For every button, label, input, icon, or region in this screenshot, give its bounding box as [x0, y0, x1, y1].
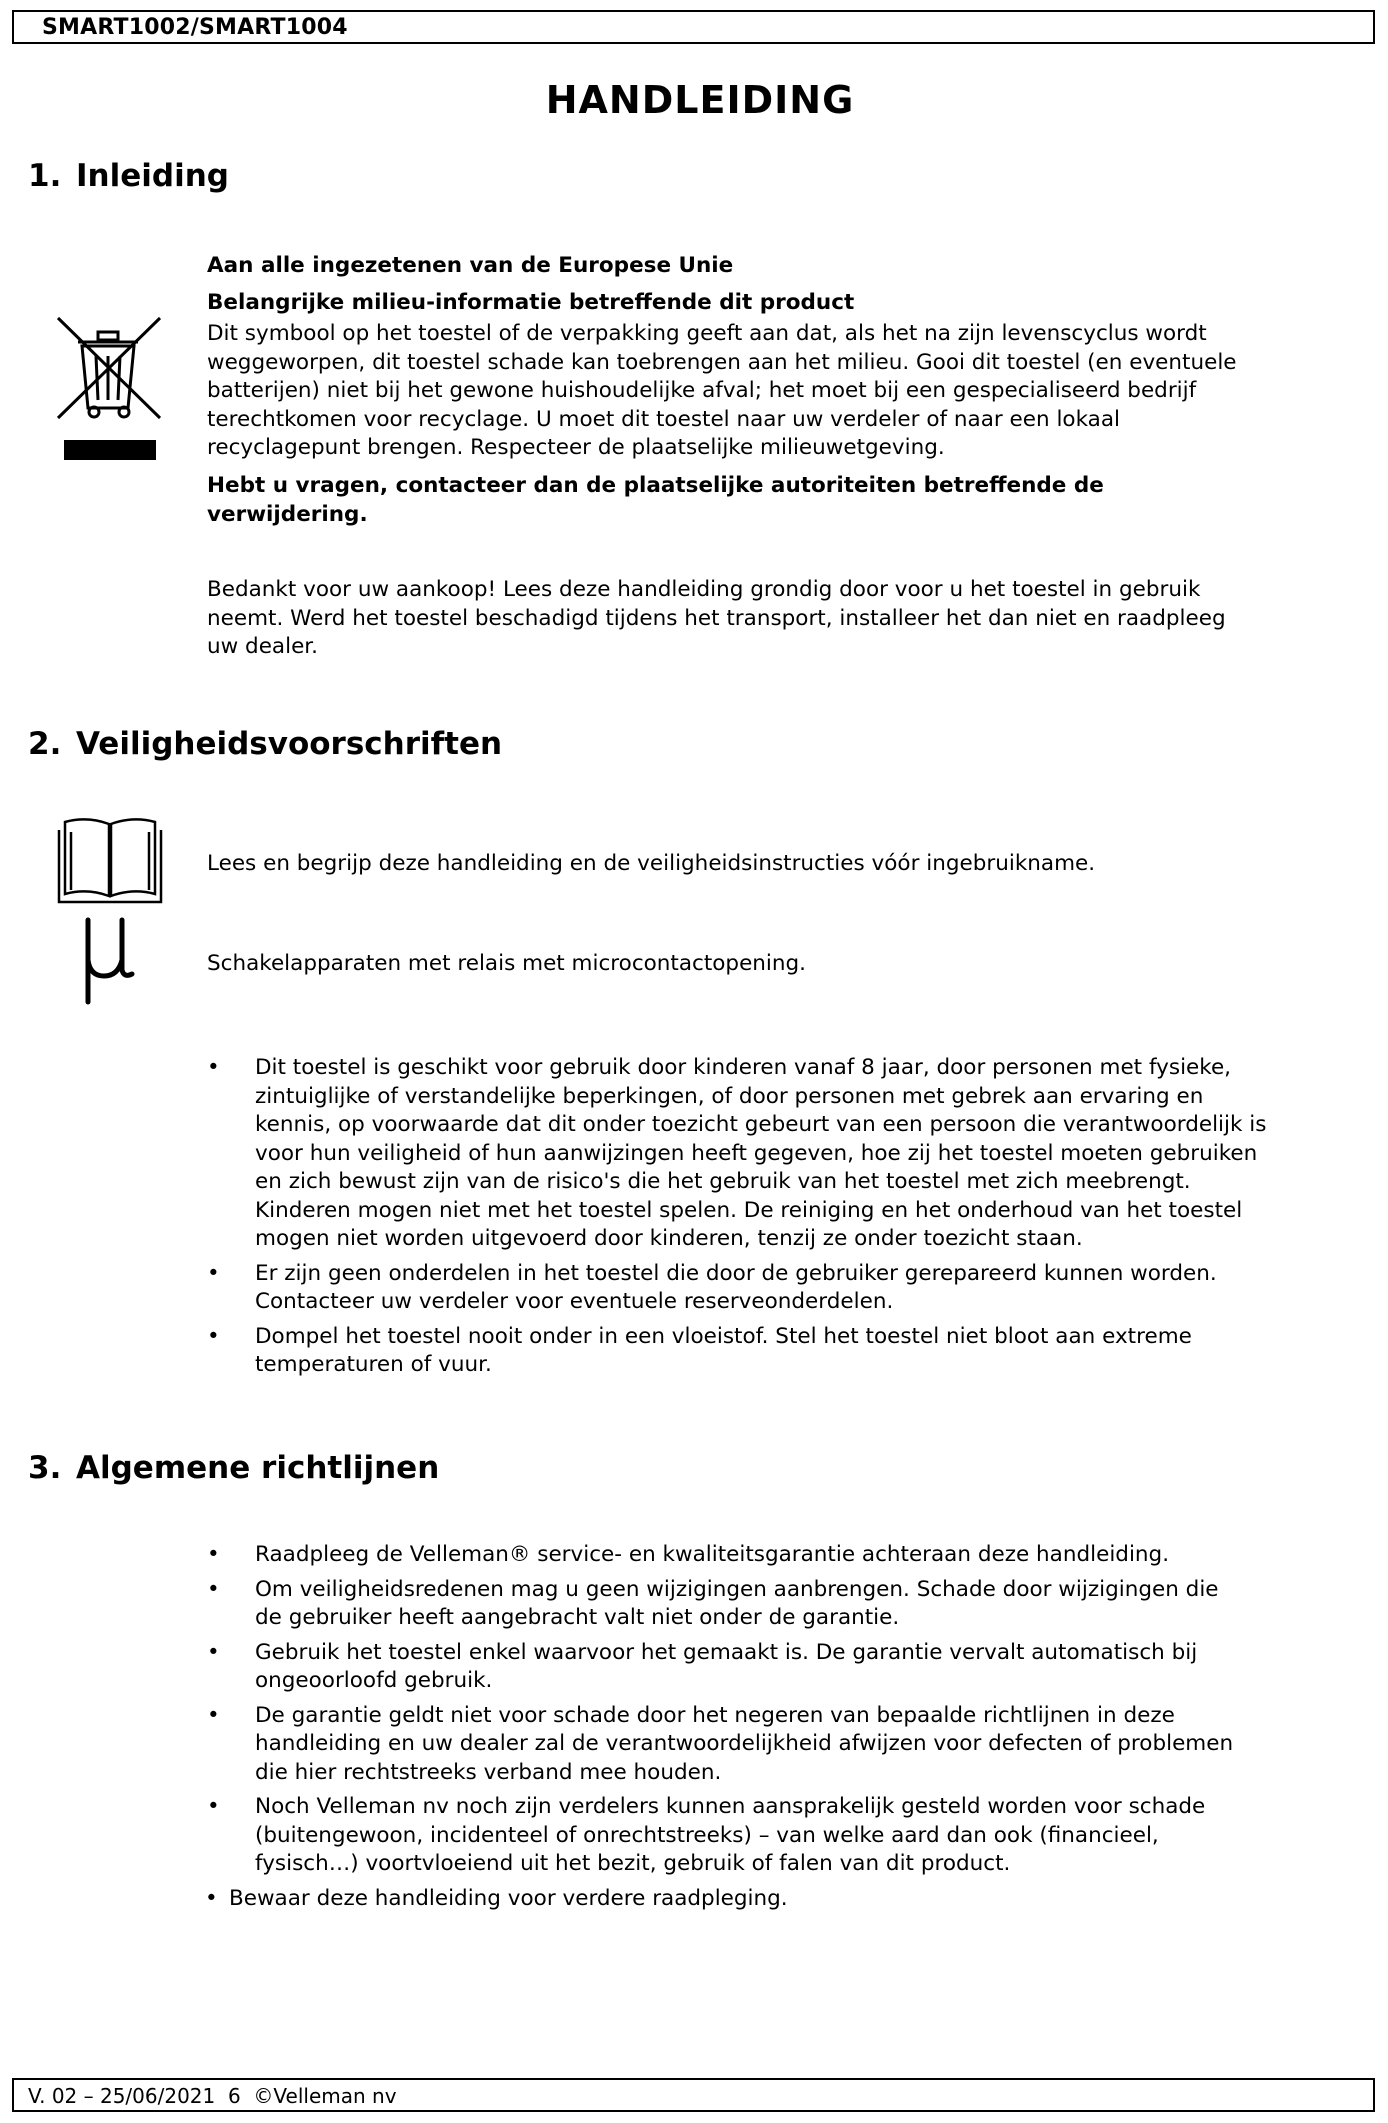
list-item: • De garantie geldt niet voor schade door het negeren van bepaalde richtlijnen in deze handleiding en uw dealer zal de verantwoordelijkheid afwijzen voor defecten of problemen die hier rechtstreeks verband mee houden.	[207, 1702, 1234, 1785]
list-item: • Dompel het toestel nooit onder in een vloeistof. Stel het toestel niet bloot aan extreme temperaturen of vuur.	[207, 1323, 1192, 1377]
footer-text: V. 02 – 25/06/2021 6 ©Velleman nv	[28, 2084, 397, 2108]
list-item: • Raadpleeg de Velleman® service- en kwaliteitsgarantie achteraan deze handleiding.	[207, 1542, 1170, 1567]
list-item: • Dit toestel is geschikt voor gebruik door kinderen vanaf 8 jaar, door personen met fysieke, zintuiglijke of verstandelijke beperkingen, of door personen met gebrek aan ervaring en kennis, op voorwaarde dat dit onder toezicht gebeurt van een persoon die verantwoordelijk is voor hun veiligheid of hun aanwijzingen heeft gegeven, hoe zij het toestel moeten gebruiken en zich bewust zijn van de risico's die het gebruik van het toestel met zich meebrengt. Kinderen mogen niet met het toestel spelen. De reiniging en het onderhoud van het toestel mogen niet worden uitgevoerd door kinderen, tenzij ze onder toezicht staan.	[207, 1055, 1267, 1251]
section-3-heading: 3. Algemene richtlijnen	[28, 1450, 440, 1486]
micro-gap-icon	[78, 916, 138, 1006]
page-header	[12, 10, 1375, 44]
list-item: • Noch Velleman nv noch zijn verdelers kunnen aansprakelijk gesteld worden voor schade (buitengewoon, incidenteel of onrechtstreeks) – van welke aard dan ook (financieel, fysisch…) voortvloeiend uit het bezit, gebruik of falen van dit product.	[207, 1794, 1206, 1876]
environment-text: Dit symbool op het toestel of de verpakking geeft aan dat, als het na zijn levenscyclus wordt weggeworpen, dit toestel schade kan toebrengen aan het milieu. Gooi dit toestel (en eventuele batterijen) niet bij het gewone huishoudelijke afval; het moet bij een gespecialiseerd bedrijf terechtkomen voor recyclage. U moet dit toestel naar uw verdeler of naar een lokaal recyclagepunt brengen. Respecteer de plaatselijke milieuwetgeving.	[207, 321, 1237, 460]
list-item: • Om veiligheidsredenen mag u geen wijzigingen aanbrengen. Schade door wijzigingen die de gebruiker heeft aangebracht valt niet onder de garantie.	[207, 1576, 1219, 1630]
list-item: • Bewaar deze handleiding voor verdere raadpleging.	[205, 1885, 788, 1911]
thanks-text: Bedankt voor uw aankoop! Lees deze handleiding grondig door voor u het toestel in gebruik neemt. Werd het toestel beschadigd tijdens het transport, installeer het dan niet en raadpleeg uw dealer.	[207, 577, 1226, 659]
crossed-out-bin-icon	[52, 312, 164, 462]
eu-heading: Aan alle ingezetenen van de Europese Unie	[207, 253, 734, 278]
safety-bullet-list	[207, 1054, 1357, 1380]
list-item: • Er zijn geen onderdelen in het toestel die door de gebruiker gerepareerd kunnen worden. Contacteer uw verdeler voor eventuele reserveonderdelen.	[207, 1260, 1217, 1314]
page-footer	[12, 2078, 1375, 2112]
manual-book-icon	[55, 816, 165, 906]
list-item: • Gebruik het toestel enkel waarvoor het gemaakt is. De garantie vervalt automatisch bij ongeoorloofd gebruik.	[207, 1639, 1198, 1693]
guidelines-bullet-list	[207, 1541, 1357, 1913]
mu-symbol-text: Schakelapparaten met relais met microcontactopening.	[207, 951, 807, 976]
book-symbol-text: Lees en begrijp deze handleiding en de veiligheidsinstructies vóór ingebruikname.	[207, 851, 1096, 876]
section-2-heading: 2. Veiligheidsvoorschriften	[28, 726, 503, 762]
questions-text: Hebt u vragen, contacteer dan de plaatselijke autoriteiten betreffende de verwijdering.	[207, 473, 1104, 527]
model-number: SMART1002/SMART1004	[42, 15, 348, 40]
environment-heading: Belangrijke milieu-informatie betreffende dit product	[207, 290, 855, 315]
document-title: HANDLEIDING	[545, 78, 855, 122]
section-1-heading: 1. Inleiding	[28, 158, 229, 194]
